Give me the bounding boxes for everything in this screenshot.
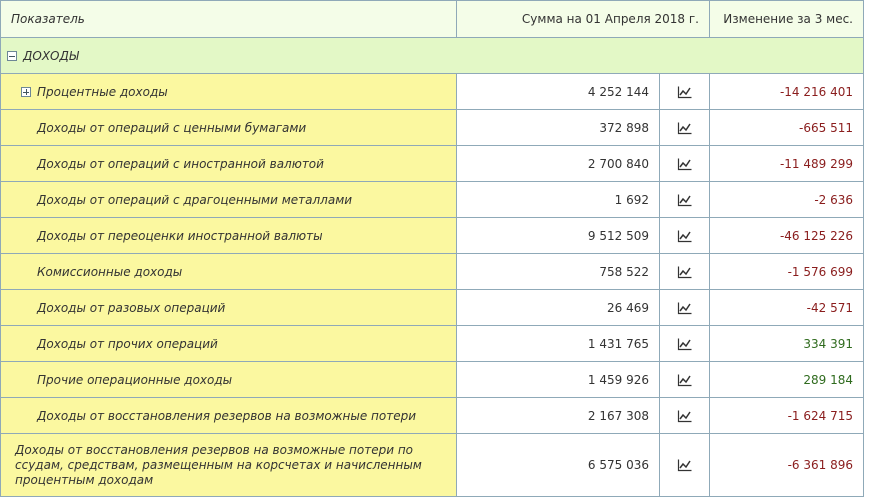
group-label: ДОХОДЫ <box>23 48 79 63</box>
row-sum: 26 469 <box>457 290 660 326</box>
row-name: Доходы от прочих операций <box>37 336 218 351</box>
chart-button[interactable] <box>660 254 710 290</box>
row-name: Доходы от операций с ценными бумагами <box>37 120 307 135</box>
chart-icon[interactable] <box>677 266 692 279</box>
row-change: -2 636 <box>710 182 864 218</box>
expand-plus-icon[interactable] <box>21 87 31 97</box>
table-row <box>1 326 864 362</box>
row-name: Доходы от разовых операций <box>37 300 226 315</box>
chart-button[interactable] <box>660 290 710 326</box>
group-row-income[interactable] <box>1 38 864 74</box>
row-name-cell[interactable] <box>1 74 457 110</box>
chart-icon[interactable] <box>677 459 692 472</box>
row-name-cell <box>1 218 457 254</box>
chart-icon[interactable] <box>677 410 692 423</box>
row-sum: 6 575 036 <box>457 434 660 497</box>
row-name: Доходы от восстановления резервов на возможные потери <box>37 408 417 423</box>
row-change: 289 184 <box>710 362 864 398</box>
column-header-sum[interactable]: Сумма на 01 Апреля 2018 г. <box>457 1 710 38</box>
chart-icon[interactable] <box>677 158 692 171</box>
row-name: Доходы от операций с иностранной валютой <box>37 156 324 171</box>
chart-button[interactable] <box>660 218 710 254</box>
chart-button[interactable] <box>660 326 710 362</box>
row-name-cell <box>1 326 457 362</box>
row-name-cell <box>1 398 457 434</box>
row-sum: 9 512 509 <box>457 218 660 254</box>
row-change: -1 576 699 <box>710 254 864 290</box>
table-row <box>1 146 864 182</box>
chart-button[interactable] <box>660 182 710 218</box>
row-name-cell <box>1 254 457 290</box>
chart-icon[interactable] <box>677 194 692 207</box>
row-name: Доходы от операций с драгоценными металлами <box>37 192 353 207</box>
chart-icon[interactable] <box>677 338 692 351</box>
row-name: Прочие операционные доходы <box>37 372 233 387</box>
row-change: -11 489 299 <box>710 146 864 182</box>
row-name-cell <box>1 110 457 146</box>
table-row <box>1 362 864 398</box>
row-change: -46 125 226 <box>710 218 864 254</box>
column-header-indicator[interactable]: Показатель <box>1 1 457 38</box>
row-name: Комиссионные доходы <box>37 264 183 279</box>
row-sum: 2 700 840 <box>457 146 660 182</box>
collapse-minus-icon[interactable] <box>7 51 17 61</box>
row-sum: 1 459 926 <box>457 362 660 398</box>
row-sum: 1 692 <box>457 182 660 218</box>
chart-button[interactable] <box>660 362 710 398</box>
row-change: -42 571 <box>710 290 864 326</box>
table-row <box>1 218 864 254</box>
row-sum: 1 431 765 <box>457 326 660 362</box>
row-name: Процентные доходы <box>37 84 168 99</box>
table-row <box>1 254 864 290</box>
row-name: Доходы от восстановления резервов на возможные потери по ссудам, средствам, размещенным на корсчетах и начисленным процентным доходам <box>15 442 422 487</box>
table-row <box>1 74 864 110</box>
chart-button[interactable] <box>660 398 710 434</box>
row-name-cell <box>1 146 457 182</box>
column-header-change[interactable]: Изменение за 3 мес. <box>710 1 864 38</box>
row-name-cell <box>1 362 457 398</box>
row-sum: 2 167 308 <box>457 398 660 434</box>
chart-icon[interactable] <box>677 122 692 135</box>
row-change: 334 391 <box>710 326 864 362</box>
chart-icon[interactable] <box>677 230 692 243</box>
table-row <box>1 398 864 434</box>
row-name-cell <box>1 290 457 326</box>
chart-button[interactable] <box>660 146 710 182</box>
row-sum: 758 522 <box>457 254 660 290</box>
chart-icon[interactable] <box>677 374 692 387</box>
chart-button[interactable] <box>660 110 710 146</box>
table-row <box>1 290 864 326</box>
row-name: Доходы от переоценки иностранной валюты <box>37 228 323 243</box>
chart-icon[interactable] <box>677 302 692 315</box>
row-change: -665 511 <box>710 110 864 146</box>
chart-button[interactable] <box>660 434 710 497</box>
table-row <box>1 434 864 497</box>
row-name-cell <box>1 434 457 497</box>
row-name-cell <box>1 182 457 218</box>
chart-icon[interactable] <box>677 86 692 99</box>
row-change: -1 624 715 <box>710 398 864 434</box>
row-change: -14 216 401 <box>710 74 864 110</box>
row-sum: 4 252 144 <box>457 74 660 110</box>
row-change: -6 361 896 <box>710 434 864 497</box>
header-row <box>1 1 864 38</box>
table-row <box>1 110 864 146</box>
chart-button[interactable] <box>660 74 710 110</box>
row-sum: 372 898 <box>457 110 660 146</box>
group-cell[interactable] <box>1 38 864 74</box>
table-row <box>1 182 864 218</box>
